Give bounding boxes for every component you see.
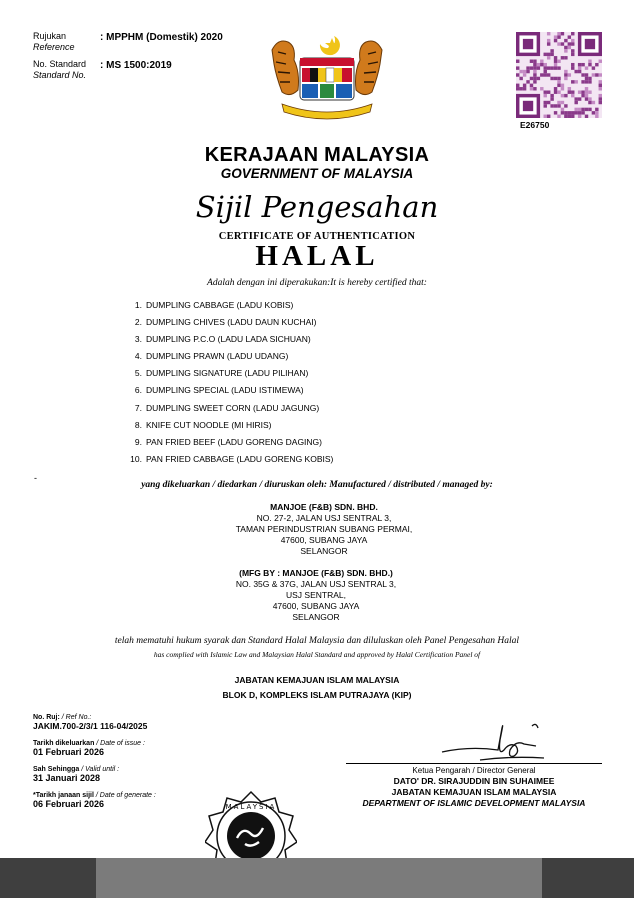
product-name: PAN FRIED CABBAGE (LADU GORENG KOBIS) <box>146 453 334 464</box>
dash-mark: - <box>34 473 37 483</box>
company-address-line: 47600, SUBANG JAYA <box>280 535 368 545</box>
product-number: 4. <box>134 351 142 362</box>
product-number: 1. <box>134 300 142 310</box>
valid-date-value: 31 Januari 2028 <box>33 773 101 783</box>
product-number: 2. <box>134 317 142 328</box>
ref-no-label-en: / Ref No.: <box>61 714 92 721</box>
generate-label-en: / Date of generate : <box>95 792 156 799</box>
standard-value: : MS 1500:2019 <box>100 60 172 71</box>
product-name: DUMPLING PRAWN (LADU UDANG) <box>146 351 289 362</box>
issue-date-value: 01 Februari 2026 <box>33 747 105 757</box>
mfg-name: (MFG BY : MANJOE (F&B) SDN. BHD.) <box>239 568 393 578</box>
product-number: 7. <box>134 402 142 413</box>
valid-label-ms: Sah Sehingga <box>33 766 80 773</box>
product-item <box>120 297 333 314</box>
signatory-name: DATO' DR. SIRAJUDDIN BIN SUHAIMEE <box>393 776 555 786</box>
product-name: DUMPLING CABBAGE (LADU KOBIS) <box>146 300 294 310</box>
mfg-address-line: USJ SENTRAL, <box>286 590 346 600</box>
issue-label-ms: Tarikh dikeluarkan <box>33 740 95 747</box>
company-address-line: NO. 27-2, JALAN USJ SENTRAL 3, <box>256 513 392 523</box>
signatory-block <box>346 776 602 809</box>
qr-code-icon <box>516 32 602 118</box>
ref-no-block <box>33 714 147 731</box>
product-name: DUMPLING SWEET CORN (LADU JAGUNG) <box>146 402 320 413</box>
product-item <box>120 434 333 451</box>
certificate-title-en: CERTIFICATE OF AUTHENTICATION <box>218 231 416 242</box>
reference-label-ms: Rujukan <box>33 31 67 41</box>
issue-date-block <box>33 740 145 757</box>
company-address <box>208 502 440 557</box>
standard-labels <box>33 59 86 81</box>
signature-icon <box>440 716 560 766</box>
product-name: DUMPLING SPECIAL (LADU ISTIMEWA) <box>146 385 304 396</box>
coat-of-arms-icon <box>268 32 386 122</box>
product-item <box>120 451 333 468</box>
product-name: KNIFE CUT NOODLE (MI HIRIS) <box>146 419 272 430</box>
product-name: DUMPLING P.C.O (LADU LADA SICHUAN) <box>146 334 311 345</box>
mfg-address-line: 47600, SUBANG JAYA <box>272 601 360 611</box>
signatory-title: Ketua Pengarah / Director General <box>412 766 536 775</box>
product-number: 8. <box>134 419 142 430</box>
seal-top-text: MALAYSIA <box>225 803 277 811</box>
halal-title: HALAL <box>255 240 379 272</box>
product-number: 6. <box>134 385 142 396</box>
signatory-dept-en: DEPARTMENT OF ISLAMIC DEVELOPMENT MALAYSIA <box>362 798 586 808</box>
standard-label-en: Standard No. <box>33 70 87 80</box>
valid-date-block <box>33 766 119 783</box>
product-item <box>120 314 333 331</box>
reference-labels <box>33 31 75 53</box>
product-number: 9. <box>134 436 142 447</box>
company-address-line: TAMAN PERINDUSTRIAN SUBANG PERMAI, <box>235 524 413 534</box>
ref-no-label-ms: No. Ruj: <box>33 714 60 721</box>
signature-line <box>346 763 602 764</box>
title-ms: KERAJAAN MALAYSIA <box>204 144 430 166</box>
product-number: 5. <box>134 368 142 379</box>
reference-label-en: Reference <box>33 42 75 52</box>
product-item <box>120 382 333 399</box>
product-number: 10. <box>130 453 142 464</box>
product-name: PAN FRIED BEEF (LADU GORENG DAGING) <box>146 436 323 447</box>
department-address: BLOK D, KOMPLEKS ISLAM PUTRAJAYA (KIP) <box>222 690 412 700</box>
mfg-address-line: SELANGOR <box>292 612 340 622</box>
mfg-address-line: NO. 35G & 37G, JALAN USJ SENTRAL 3, <box>235 579 397 589</box>
product-item <box>120 400 333 417</box>
manufactured-statement: yang dikeluarkan / diedarkan / diuruskan oleh: Manufactured / distributed / managed by: <box>141 480 493 490</box>
qr-code-id: E26750 <box>520 120 550 130</box>
product-name: DUMPLING CHIVES (LADU DAUN KUCHAI) <box>146 317 317 328</box>
product-item <box>120 348 333 365</box>
signatory-dept: JABATAN KEMAJUAN ISLAM MALAYSIA <box>391 787 557 797</box>
reference-value: : MPPHM (Domestik) 2020 <box>100 32 223 43</box>
product-item <box>120 331 333 348</box>
certificate-title-ms: Sijil Pengesahan <box>195 190 439 224</box>
product-list <box>120 297 333 468</box>
department-block <box>0 673 634 703</box>
valid-label-en: / Valid until : <box>81 766 120 773</box>
generate-label-ms: *Tarikh janaan sijil <box>33 792 94 799</box>
standard-label-ms: No. Standard <box>33 59 87 69</box>
company-name: MANJOE (F&B) SDN. BHD. <box>270 502 378 512</box>
generate-date-block <box>33 792 156 809</box>
generate-date-value: 06 Februari 2026 <box>33 799 105 809</box>
product-number: 3. <box>134 334 142 345</box>
product-item <box>120 365 333 382</box>
issue-label-en: / Date of issue : <box>96 740 145 747</box>
mfg-address <box>200 568 432 623</box>
certify-statement: Adalah dengan ini diperakukan:It is hereby certified that: <box>207 278 427 288</box>
product-item <box>120 417 333 434</box>
law-statement-en: has complied with Islamic Law and Malaysian Halal Standard and approved by Halal Certification Panel of <box>153 650 481 659</box>
company-address-line: SELANGOR <box>300 546 348 556</box>
title-en: GOVERNMENT OF MALAYSIA <box>220 166 414 181</box>
department-name: JABATAN KEMAJUAN ISLAM MALAYSIA <box>234 675 400 685</box>
product-name: DUMPLING SIGNATURE (LADU PILIHAN) <box>146 368 309 379</box>
footer-band-middle <box>96 858 542 898</box>
law-statement-ms: telah mematuhi hukum syarak dan Standard Halal Malaysia dan diluluskan oleh Panel Pengesahan Halal <box>114 636 520 646</box>
ref-no-value: JAKIM.700-2/3/1 116-04/2025 <box>33 721 148 731</box>
